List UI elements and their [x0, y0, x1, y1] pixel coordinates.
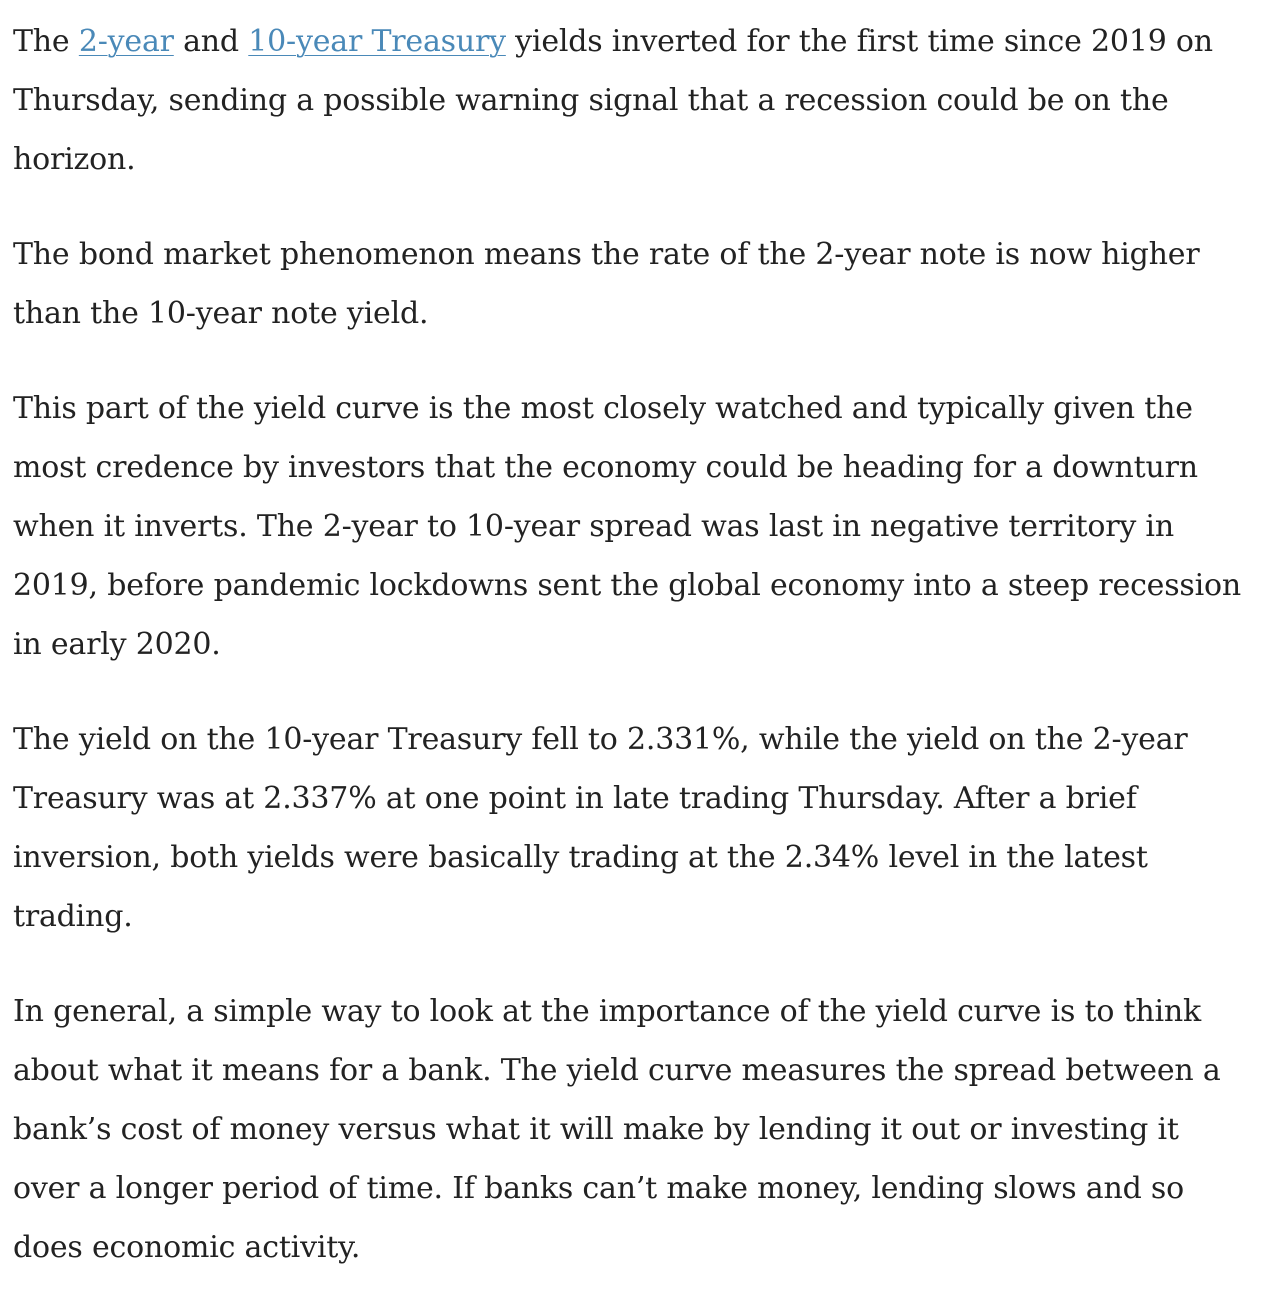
link-10-year-treasury[interactable]: 10-year Treasury: [248, 24, 506, 59]
paragraph-2: The bond market phenomenon means the rate of the 2-year note is now higher than the 10-year note yield.: [13, 237, 1200, 331]
paragraph-5: In general, a simple way to look at the importance of the yield curve is to think about what it means for a bank. The yield curve measures the spread between a bank’s cost of money versus what it will make by lending it out or investing it over a longer period of time. If banks can’t make money, lending slows and so does economic activity.: [13, 994, 1221, 1265]
paragraph-1-mid: and: [173, 24, 249, 59]
paragraph-3: This part of the yield curve is the most closely watched and typically given the most credence by investors that the economy could be heading for a downturn when it inverts. The 2-year to 10-year spread was last in negative territory in 2019, before pandemic lockdowns sent the global economy into a steep recession in early 2020.: [13, 391, 1242, 662]
paragraph-4: The yield on the 10-year Treasury fell to 2.331%, while the yield on the 2-year Treasury was at 2.337% at one point in late trading Thursday. After a brief inversion, both yields were basically trading at the 2.34% level in the latest trading.: [13, 722, 1188, 934]
paragraph-1-intro: The: [13, 24, 79, 59]
paragraph-1: [13, 12, 1243, 189]
link-2-year[interactable]: 2-year: [78, 24, 174, 59]
paragraph-1-rest: yields inverted for the first time since 2019 on Thursday, sending a possible warning signal that a recession could be on the horizon.: [13, 24, 1213, 177]
article-body: [13, 12, 1243, 1277]
